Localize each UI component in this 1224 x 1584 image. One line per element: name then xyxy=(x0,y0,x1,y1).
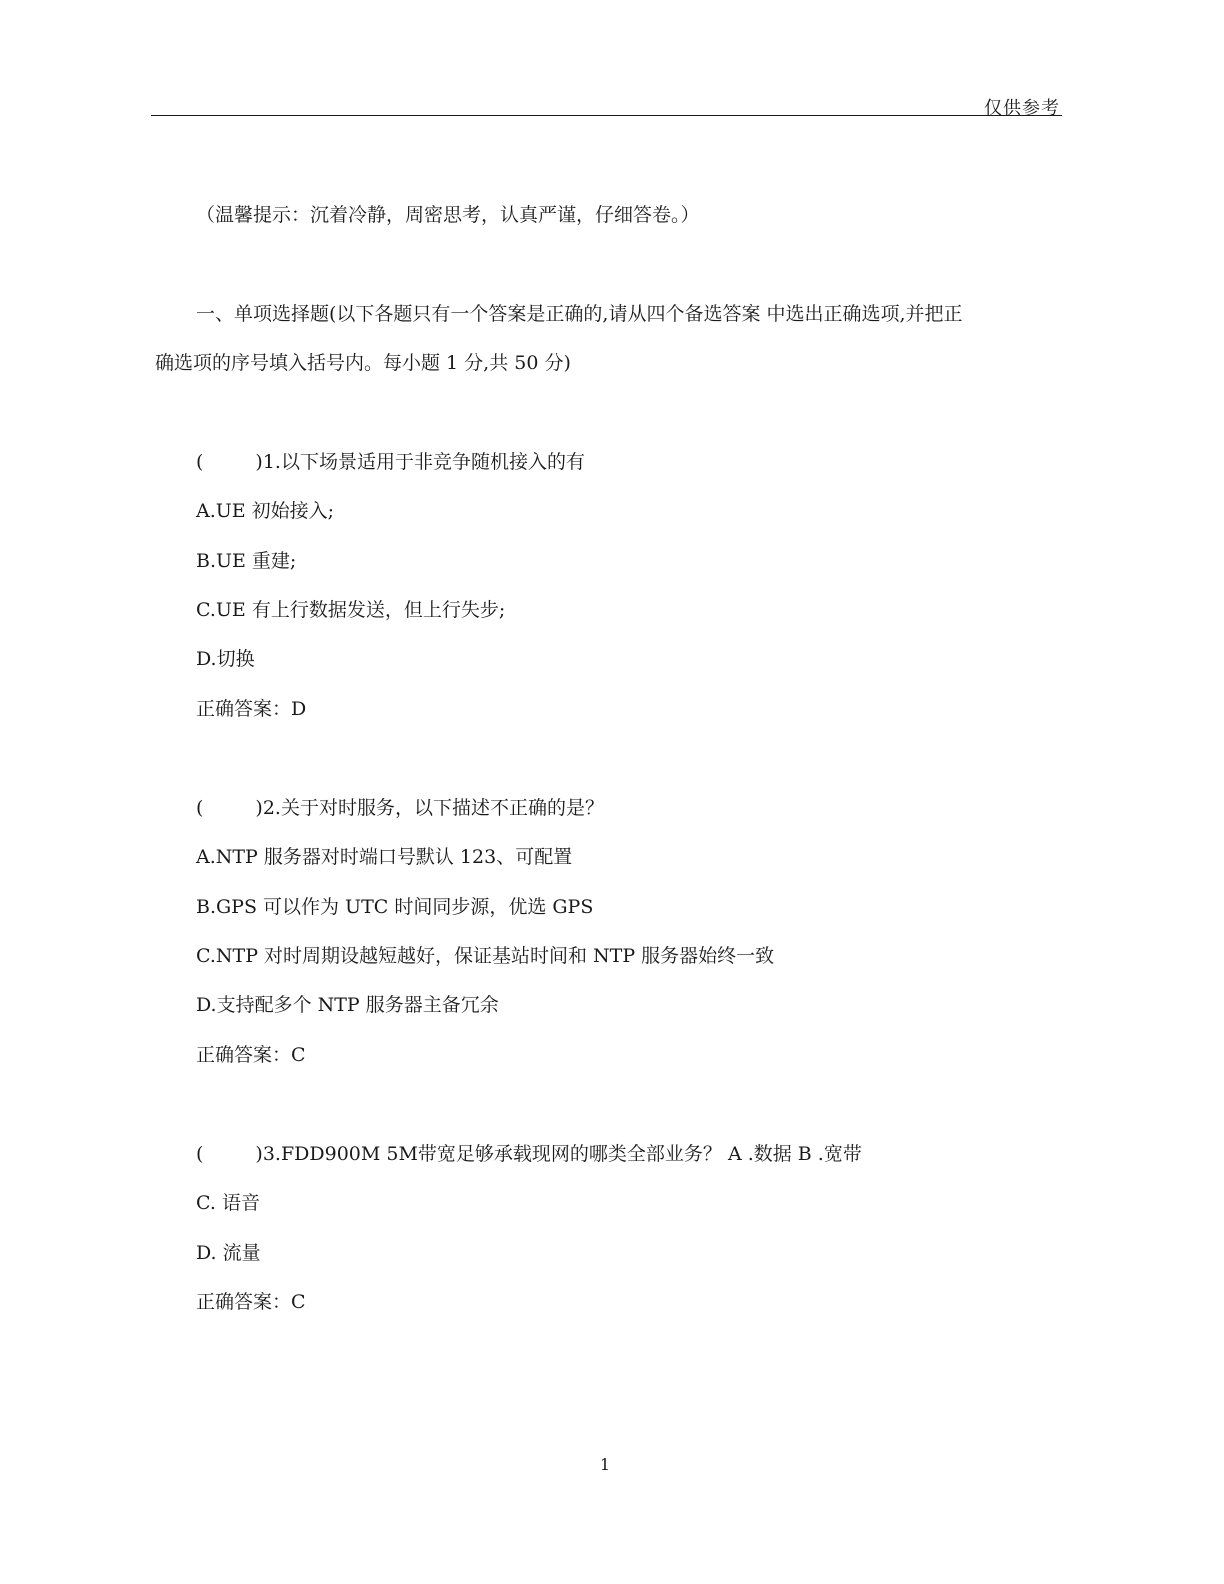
question-3-stem xyxy=(196,1145,862,1164)
question-1-option-d: D.切换 xyxy=(196,648,255,670)
question-text: )1.以下场景适用于非竞争随机接入的有 xyxy=(255,451,585,473)
answer-blank-open: ( xyxy=(196,797,204,819)
answer-blank-open: ( xyxy=(196,1143,204,1165)
question-1-option-c: C.UE 有上行数据发送，但上行失步; xyxy=(196,599,506,621)
question-1-stem xyxy=(196,453,585,472)
question-1-answer: 正确答案：D xyxy=(196,698,307,720)
question-1-option-b: B.UE 重建; xyxy=(196,550,297,572)
section-heading-line2: 确选项的序号填入括号内。每小题 1 分,共 50 分) xyxy=(155,352,571,374)
page-number: 1 xyxy=(599,1455,611,1474)
question-3-answer: 正确答案：C xyxy=(196,1291,306,1313)
question-2-answer: 正确答案：C xyxy=(196,1044,306,1066)
question-2-option-d: D.支持配多个 NTP 服务器主备冗余 xyxy=(196,994,499,1016)
question-text: )3.FDD900M 5M带宽足够承载现网的哪类全部业务？ A .数据 B .宽带 xyxy=(255,1143,862,1165)
question-2-option-b: B.GPS 可以作为 UTC 时间同步源，优选 GPS xyxy=(196,896,594,918)
question-2-option-a: A.NTP 服务器对时端口号默认 123、可配置 xyxy=(196,846,573,868)
section-heading-line1: 一、单项选择题(以下各题只有一个答案是正确的,请从四个备选答案 中选出正确选项,并把正 xyxy=(196,303,963,325)
question-2-option-c: C.NTP 对时周期设越短越好，保证基站时间和 NTP 服务器始终一致 xyxy=(196,945,775,967)
answer-blank-open: ( xyxy=(196,451,204,473)
question-1-option-a: A.UE 初始接入; xyxy=(196,500,335,522)
header-rule xyxy=(151,115,1062,116)
question-3-option-d: D. 流量 xyxy=(196,1242,261,1264)
header-label: 仅供参考 xyxy=(984,98,1060,119)
question-3-option-c: C. 语音 xyxy=(196,1192,260,1214)
question-text: )2.关于对时服务，以下描述不正确的是？ xyxy=(255,797,604,819)
tip-text: （温馨提示：沉着冷静，周密思考，认真严谨，仔细答卷。） xyxy=(196,204,700,226)
question-2-stem xyxy=(196,799,604,818)
